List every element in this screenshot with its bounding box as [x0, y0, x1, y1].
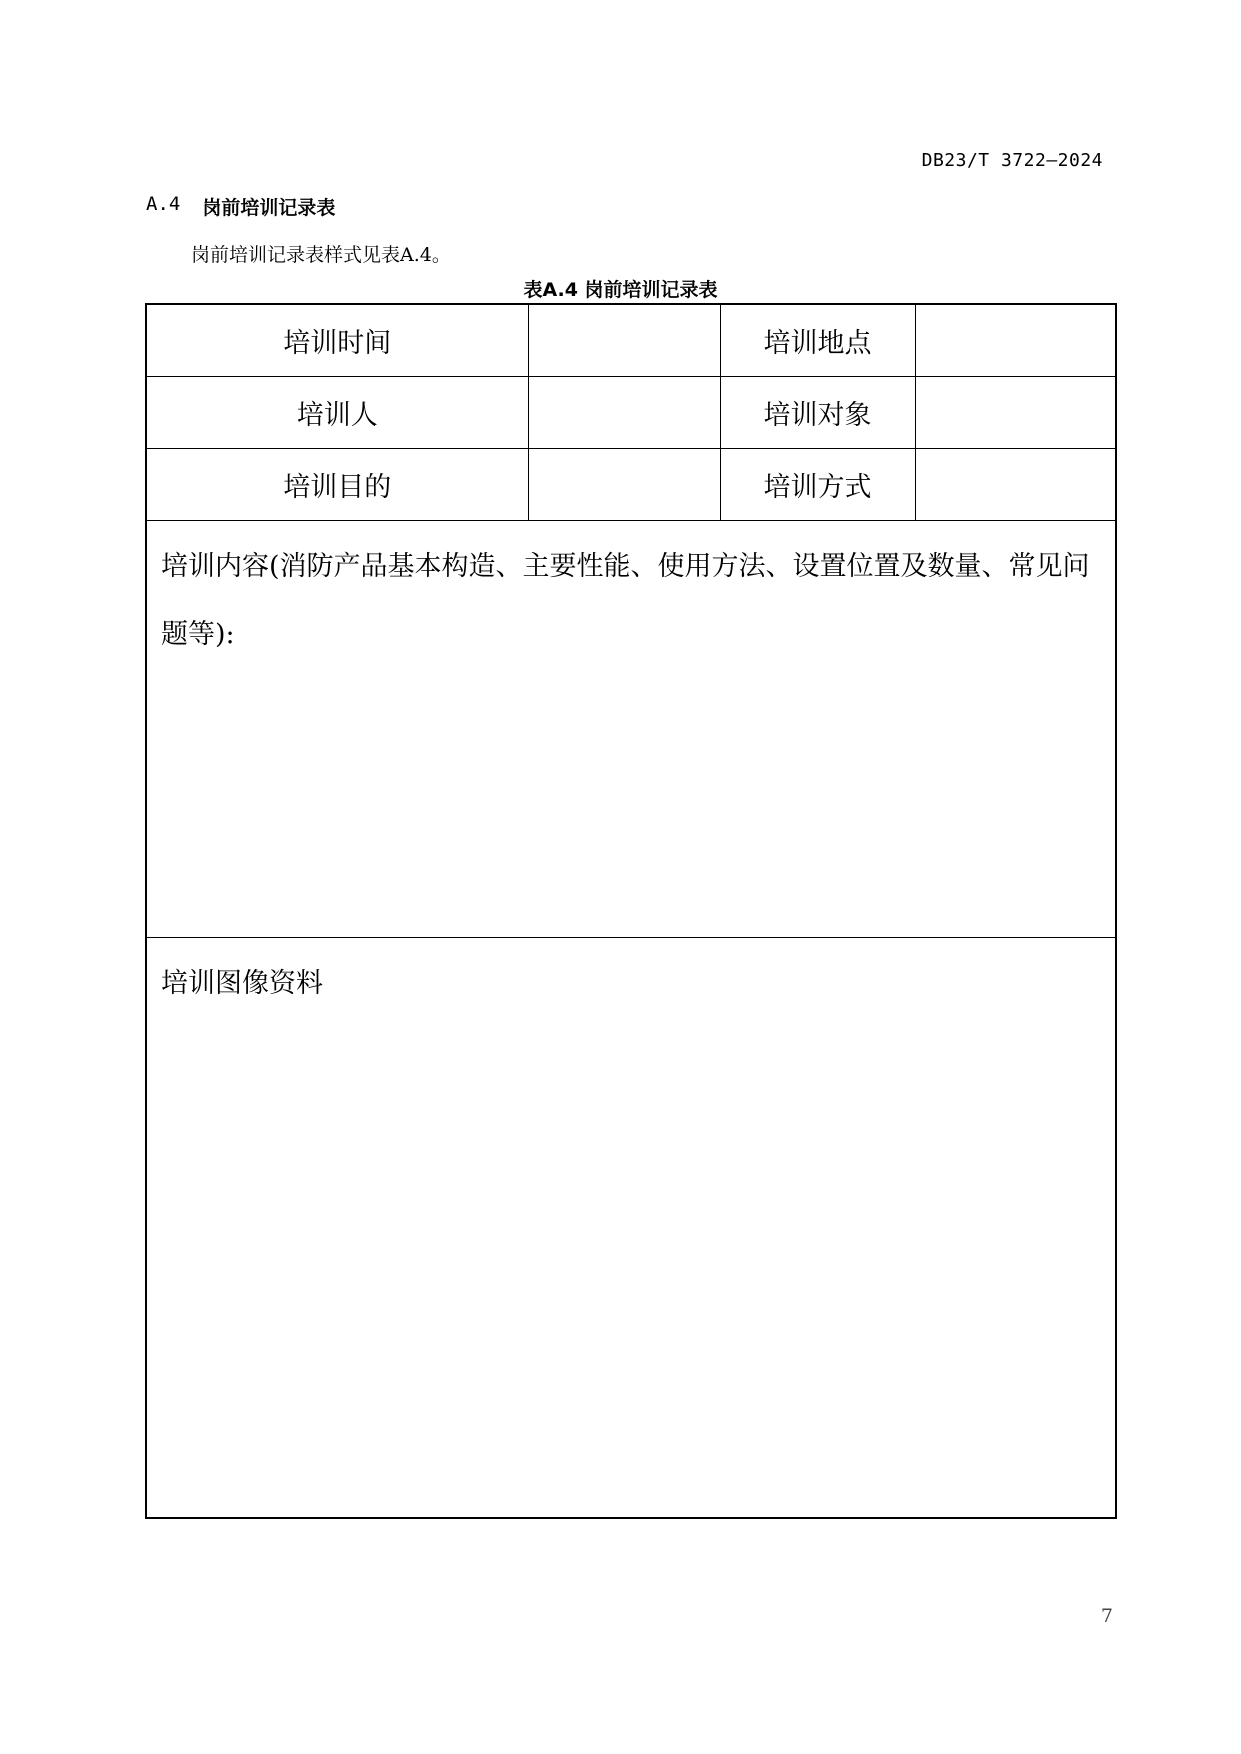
training-images-label: 培训图像资料: [161, 968, 323, 999]
trainees-label: 培训对象: [720, 377, 915, 449]
training-location-field[interactable]: [915, 304, 1116, 377]
section-number: A.4: [146, 193, 181, 215]
training-purpose-label: 培训目的: [146, 449, 528, 521]
training-time-field[interactable]: [528, 304, 720, 377]
table-row: [146, 938, 1116, 1518]
section-title: 岗前培训记录表: [202, 197, 336, 219]
training-method-label: 培训方式: [720, 449, 915, 521]
training-record-table: [145, 303, 1117, 1519]
table-row: [146, 377, 1116, 449]
training-time-label: 培训时间: [146, 304, 528, 377]
training-images-field[interactable]: [146, 938, 1116, 1518]
training-content-field[interactable]: [146, 521, 1116, 938]
table-row: [146, 304, 1116, 377]
trainer-field[interactable]: [528, 377, 720, 449]
document-code: DB23/T 3722—2024: [921, 150, 1103, 171]
intro-paragraph: 岗前培训记录表样式见表A.4。: [191, 244, 451, 266]
table-row: [146, 449, 1116, 521]
table-caption: 表A.4 岗前培训记录表: [523, 279, 718, 301]
table-row: [146, 521, 1116, 938]
trainer-label: 培训人: [146, 377, 528, 449]
training-location-label: 培训地点: [720, 304, 915, 377]
section-heading: [146, 193, 335, 220]
trainees-field[interactable]: [915, 377, 1116, 449]
page-number: 7: [1100, 1605, 1113, 1627]
training-content-label: 培训内容(消防产品基本构造、主要性能、使用方法、设置位置及数量、常见问题等):: [161, 551, 1090, 650]
training-method-field[interactable]: [915, 449, 1116, 521]
training-purpose-field[interactable]: [528, 449, 720, 521]
